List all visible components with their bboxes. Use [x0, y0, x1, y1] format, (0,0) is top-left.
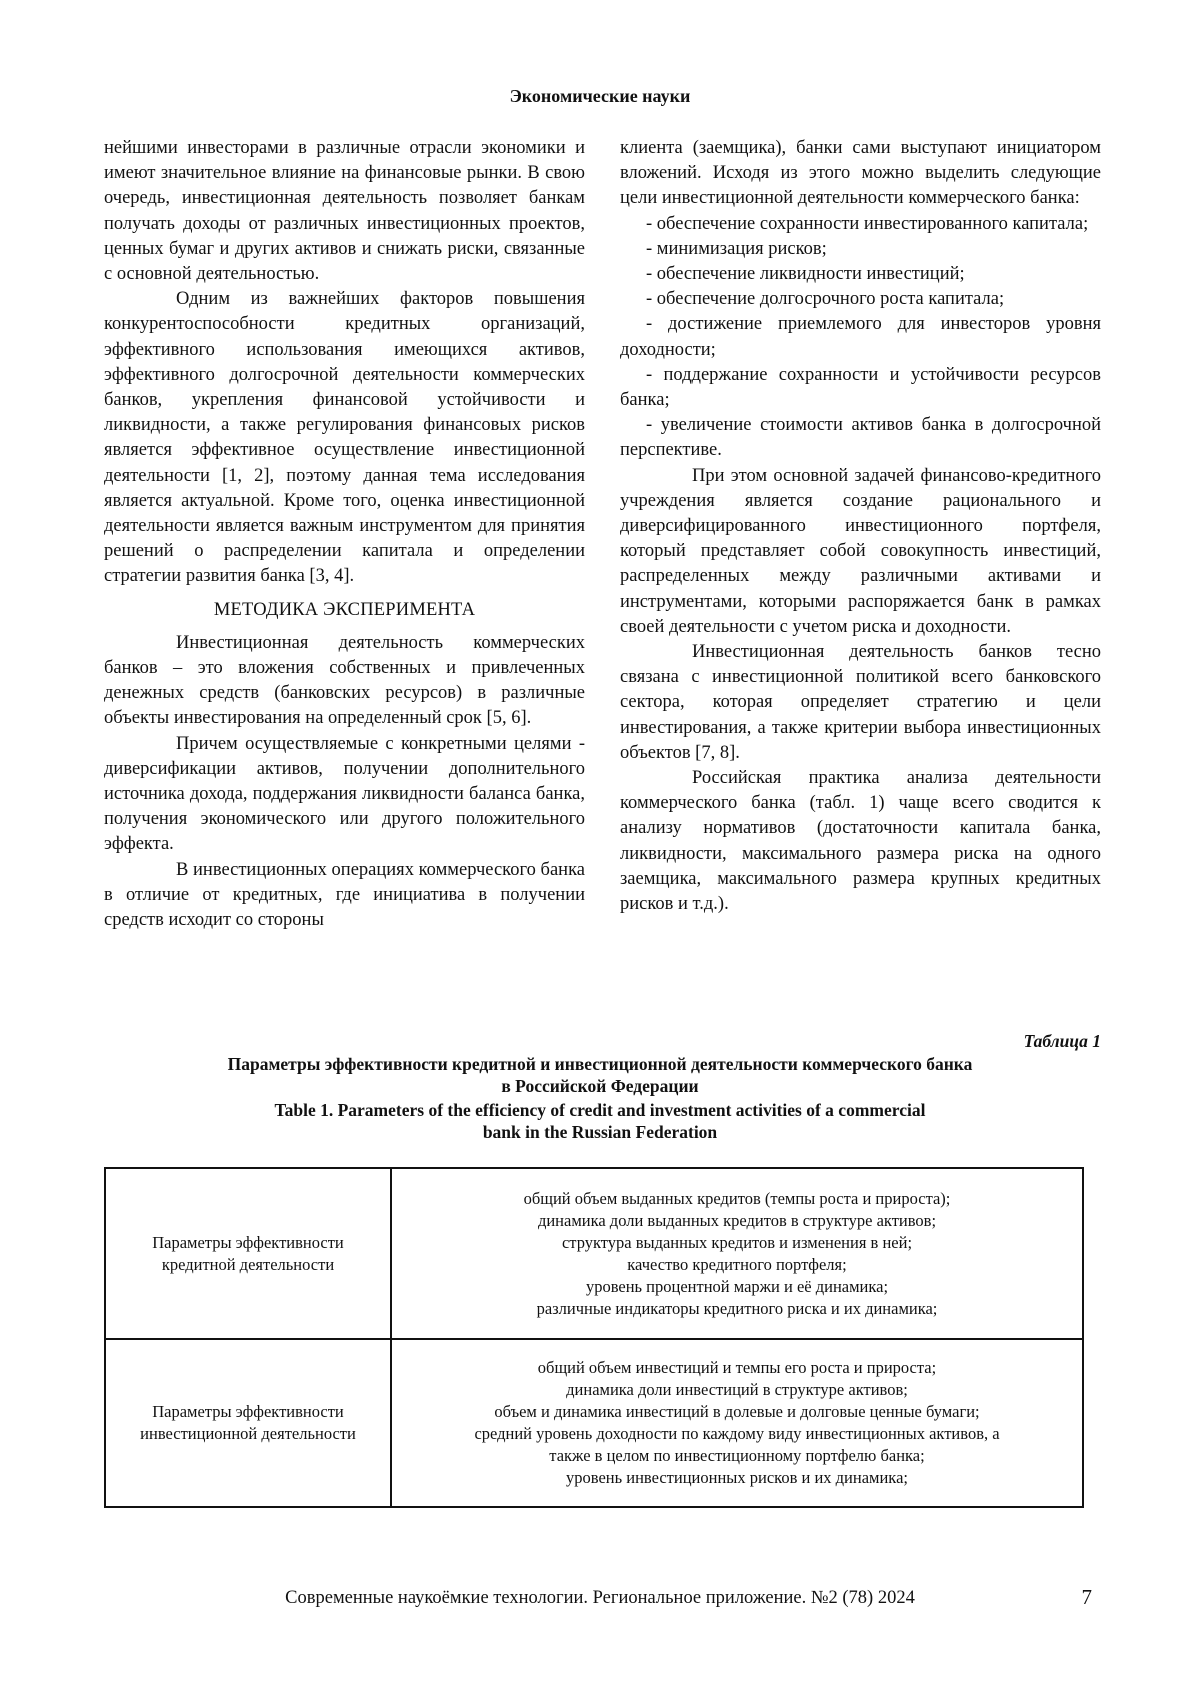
paragraph: В инвестиционных операциях коммерческого банка в отличие от кредитных, где инициатива в получении средств исходит со стороны	[104, 859, 585, 931]
paragraph: Причем осуществляемые с конкретными целями - диверсификации активов, получении дополнительного источника дохода, поддержания ликвидности баланса банка, получения экономического или другого положительного эффекта.	[104, 733, 585, 855]
running-head: Экономические науки	[509, 86, 691, 106]
value-line: динамика доли инвестиций в структуре активов;	[566, 1380, 908, 1399]
row-label-cell	[105, 1168, 391, 1339]
paragraph: нейшими инвесторами в различные отрасли экономики и имеют значительное влияние на финансовые рынки. В свою очередь, инвестиционная деятельность позволяет банкам получать доходы от различных инвестиционных проектов, ценных бумаг и других активов и снижать риски, связанные с основной деятельностью.	[104, 138, 585, 285]
parameters-table	[104, 1167, 1084, 1508]
value-line: общий объем выданных кредитов (темпы роста и прироста);	[523, 1188, 951, 1208]
page-number: 7	[1081, 1585, 1092, 1609]
row-values-cell	[391, 1168, 1083, 1339]
list-item: - поддержание сохранности и устойчивости ресурсов банка;	[620, 364, 1101, 411]
paragraph: Инвестиционная деятельность коммерческих банков – это вложения собственных и привлеченных денежных средств (банковских ресурсов) в различные объекты инвестирования на определенный срок [5, 6].	[104, 632, 585, 729]
row-values-cell	[391, 1339, 1083, 1507]
list-item: - увеличение стоимости активов банка в долгосрочной перспективе.	[620, 415, 1101, 461]
row-label-cell	[105, 1339, 391, 1507]
value-line: объем и динамика инвестиций в долевые и долговые ценные бумаги;	[494, 1402, 980, 1421]
value-line: различные индикаторы кредитного риска и их динамика;	[536, 1298, 938, 1318]
value-line: уровень инвестиционных рисков и их динамика;	[566, 1468, 908, 1487]
table-number: Таблица 1	[1023, 1031, 1101, 1051]
section-heading: МЕТОДИКА ЭКСПЕРИМЕНТА	[213, 599, 476, 620]
list-item: - достижение приемлемого для инвесторов уровня доходности;	[620, 314, 1101, 360]
list-item: - обеспечение долгосрочного роста капитала;	[646, 289, 1005, 310]
left-column	[104, 136, 585, 933]
row-label-line: кредитной деятельности	[161, 1254, 335, 1274]
value-line: динамика доли выданных кредитов в структуре активов;	[537, 1210, 937, 1230]
row-label-line: инвестиционной деятельности	[140, 1424, 356, 1443]
list-item: - обеспечение ликвидности инвестиций;	[646, 264, 965, 285]
right-column	[620, 136, 1101, 917]
caption-line: Table 1. Parameters of the efficiency of credit and investment activities of a commercial	[274, 1100, 926, 1120]
table-row	[105, 1339, 1083, 1507]
value-line: структура выданных кредитов и изменения в ней;	[561, 1232, 913, 1252]
value-line: уровень процентной маржи и её динамика;	[585, 1276, 889, 1296]
row-label-line: Параметры эффективности	[152, 1402, 344, 1421]
value-line: средний уровень доходности по каждому виду инвестиционных активов, а	[474, 1424, 1000, 1443]
journal-footer: Современные наукоёмкие технологии. Региональное приложение. №2 (78) 2024	[285, 1588, 915, 1608]
list-item: - минимизация рисков;	[646, 238, 827, 259]
caption-line: в Российской Федерации	[501, 1076, 699, 1096]
caption-line: bank in the Russian Federation	[482, 1122, 718, 1142]
value-line: качество кредитного портфеля;	[627, 1254, 847, 1274]
paragraph: При этом основной задачей финансово-кредитного учреждения является создание рационального и диверсифицированного инвестиционного портфеля, который представляет собой совокупность инвестиций, распределенных между различными активами и инструментами, которыми распоряжается банк в рамках своей деятельности с учетом риска и доходности.	[620, 465, 1101, 637]
caption-line: Параметры эффективности кредитной и инвестиционной деятельности коммерческого банка	[227, 1054, 973, 1074]
value-line: общий объем инвестиций и темпы его роста и прироста;	[537, 1358, 937, 1377]
value-line: также в целом по инвестиционному портфелю банка;	[549, 1446, 925, 1465]
row-label-line: Параметры эффективности	[152, 1232, 344, 1252]
list-item: - обеспечение сохранности инвестированного капитала;	[646, 213, 1089, 234]
table-row	[105, 1168, 1083, 1339]
paragraph: Инвестиционная деятельность банков тесно связана с инвестиционной политикой всего банковского сектора, которая определяет стратегию и цели инвестирования, а также критерии выбора инвестиционных объектов [7, 8].	[620, 642, 1101, 763]
paragraph: клиента (заемщика), банки сами выступают инициатором вложений. Исходя из этого можно выделить следующие цели инвестиционной деятельности коммерческого банка:	[620, 138, 1101, 209]
table-caption-en	[200, 1099, 1000, 1143]
paragraph: Российская практика анализа деятельности коммерческого банка (табл. 1) чаще всего сводится к анализу нормативов (достаточности капитала банка, ликвидности, максимального размера риска на одного заемщика, максимального размера крупных кредитных рисков и т.д.).	[620, 768, 1101, 915]
table-caption-ru	[150, 1053, 1050, 1097]
paragraph: Одним из важнейших факторов повышения конкурентоспособности кредитных организаций, эффективного использования имеющихся активов, эффективного долгосрочной деятельности коммерческих банков, укрепления финансовой устойчивости и ликвидности, а также регулирования финансовых рисков является эффективное осуществление инвестиционной деятельности [1, 2], поэтому данная тема исследования является актуальной. Кроме того, оценка инвестиционной деятельности является важным инструментом для принятия решений о распределении капитала и определении стратегии развития банка [3, 4].	[104, 289, 585, 587]
